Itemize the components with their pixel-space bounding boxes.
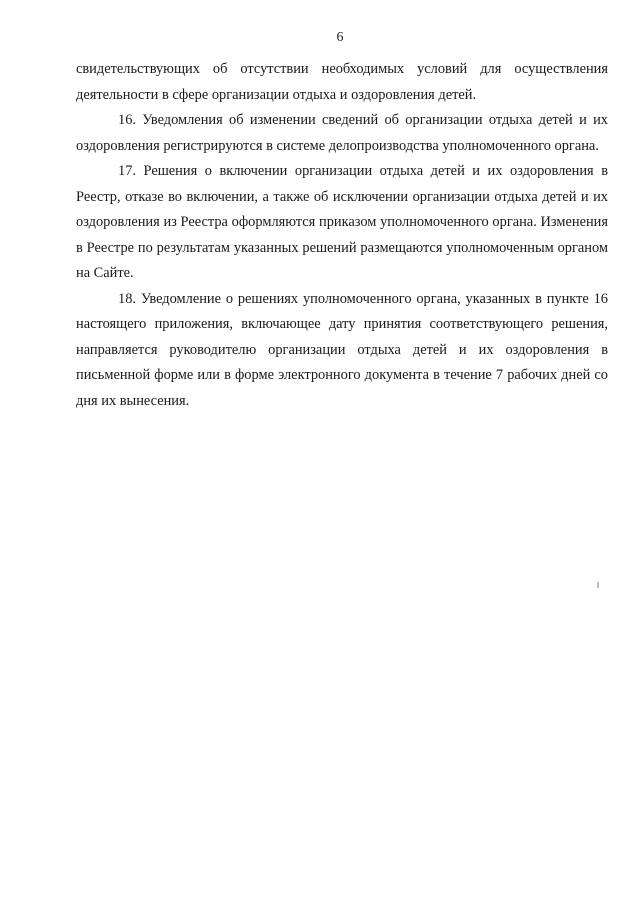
scan-artifact: [597, 582, 599, 588]
paragraph-18: 18. Уведомление о решениях уполномоченного органа, указанных в пункте 16 настоящего приложения, включающее дату принятия соответствующего решения, направляется руководителю организации отдыха детей и их оздоровления в письменной форме или в форме электронного документа в течение 7 рабочих дней со дня их вынесения.: [76, 290, 608, 409]
paragraph-continuation: свидетельствующих об отсутствии необходимых условий для осуществления деятельности в сфере организации отдыха и оздоровления детей.: [76, 61, 608, 103]
page-number: 6: [336, 30, 344, 45]
paragraph-16: 16. Уведомления об изменении сведений об организации отдыха детей и их оздоровления регистрируются в системе делопроизводства уполномоченного органа.: [76, 112, 608, 154]
paragraph-17: 17. Решения о включении организации отдыха детей и их оздоровления в Реестр, отказе во включении, а также об исключении организации отдыха детей и их оздоровления из Реестра оформляются приказом уполномоченного органа. Изменения в Реестре по результатам указанных решений размещаются уполномоченным органом на Сайте.: [76, 163, 608, 281]
document-body: [76, 57, 608, 414]
